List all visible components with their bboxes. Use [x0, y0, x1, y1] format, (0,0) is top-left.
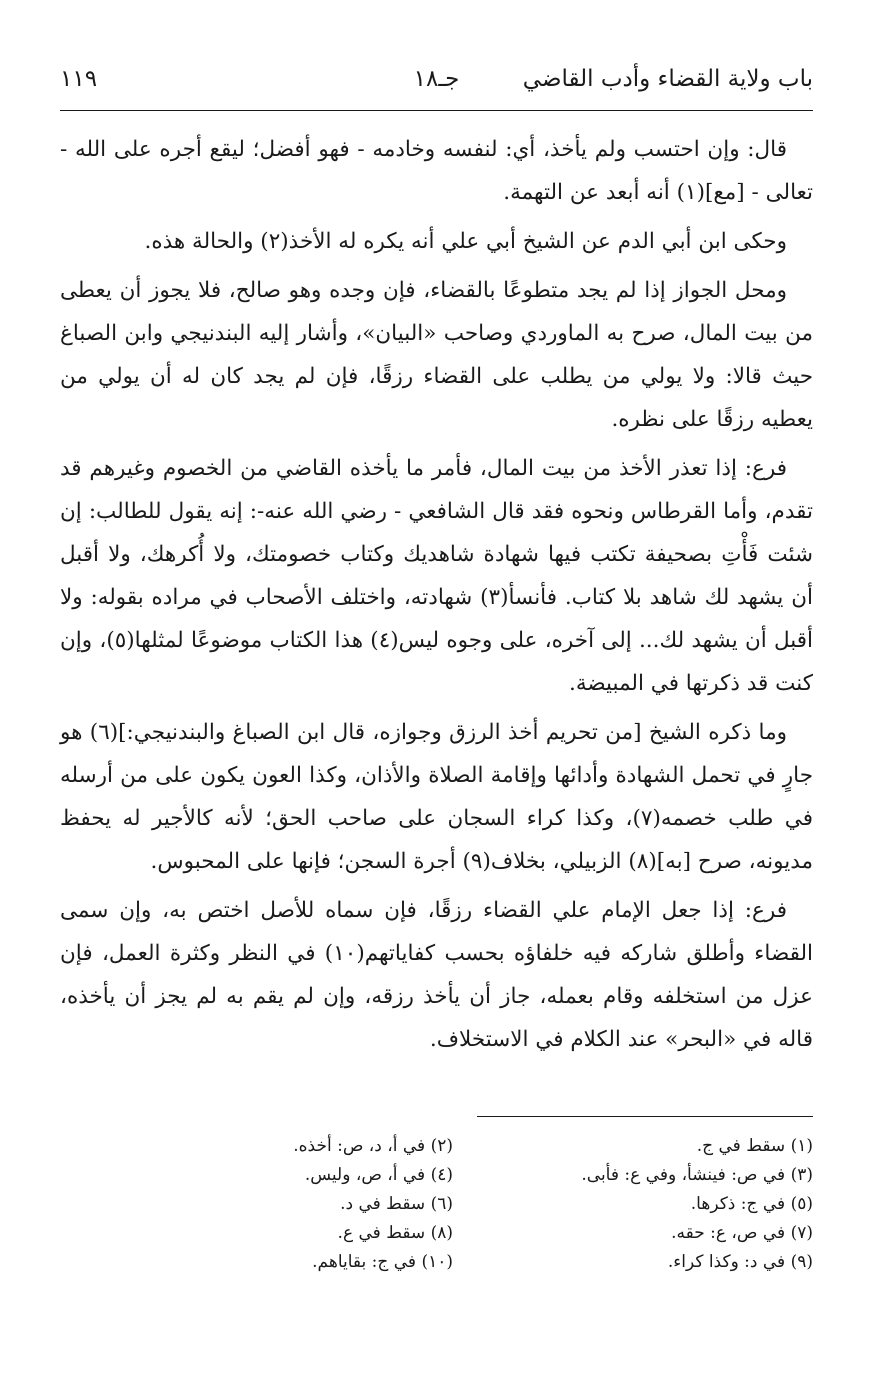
footnote-divider	[477, 1116, 813, 1117]
volume-label: جـ١٨	[413, 66, 460, 92]
footnote: (٤) في أ، ص، وليس.	[304, 1165, 453, 1185]
footnote: (٢) في أ، د، ص: أخذه.	[293, 1136, 453, 1156]
main-text	[60, 128, 813, 1067]
footnote: (٨) سقط في ع.	[337, 1223, 453, 1243]
footnote: (٣) في ص: فينشأ، وفي ع: فأبى.	[581, 1165, 813, 1185]
paragraph: وحكى ابن أبي الدم عن الشيخ أبي علي أنه يكره له الأخذ(٢) والحالة هذه.	[144, 229, 787, 254]
footnotes-column-right	[483, 1132, 813, 1277]
footnote: (٩) في د: وكذا كراء.	[667, 1252, 813, 1272]
paragraph: فرع: إذا جعل الإمام علي القضاء رزقًا، فإن سماه للأصل اختص به، وإن سمى القضاء وأطلق شاركه فيه خلفاؤه بحسب كفاياتهم(١٠) في النظر وكثرة العمل، فإن عزل من استخلفه وقام بعمله، جاز أن يأخذ رزقه، وإن لم يقم به لم يجز أن يأخذه، قاله في «البحر» عند الكلام في الاستخلاف.	[60, 898, 813, 1052]
footnote: (٦) سقط في د.	[340, 1194, 453, 1214]
header-divider	[60, 110, 813, 111]
footnote: (٧) في ص، ع: حقه.	[671, 1223, 813, 1243]
footnote: (١) سقط في ج.	[696, 1136, 813, 1156]
chapter-title: باب ولاية القضاء وأدب القاضي	[522, 66, 813, 92]
footnote: (٥) في ج: ذكرها.	[690, 1194, 813, 1214]
running-header	[60, 62, 813, 106]
page-number: ١١٩	[60, 66, 98, 92]
paragraph: قال: وإن احتسب ولم يأخذ، أي: لنفسه وخادمه - فهو أفضل؛ ليقع أجره على الله - تعالى - [مع](١) أنه أبعد عن التهمة.	[60, 137, 813, 205]
paragraph: فرع: إذا تعذر الأخذ من بيت المال، فأمر ما يأخذه القاضي من الخصوم وغيرهم قد تقدم، وأما القرطاس ونحوه فقد قال الشافعي - رضي الله عنه-: إنه يقول للطالب: إن شئت فَأْتِ بصحيفة تكتب فيها شهادة شاهديك وكتاب خصومتك، ولا أُكرهك، ولا أقبل أن يشهد لك شاهد بلا كتاب. فأنسأ(٣) شهادته، واختلف الأصحاب في مراده بقوله: ولا أقبل أن يشهد لك... إلى آخره، على وجوه ليس(٤) هذا الكتاب موضوعًا لمثلها(٥)، وإن كنت قد ذكرتها في المبيضة.	[60, 456, 813, 696]
footnote: (١٠) في ج: بقاياهم.	[312, 1252, 453, 1272]
paragraph: وما ذكره الشيخ [من تحريم أخذ الرزق وجوازه، قال ابن الصباغ والبندنيجي:](٦) هو جارٍ في تحمل الشهادة وأدائها وإقامة الصلاة والأذان، وكذا العون يكون على من أرسله في طلب خصمه(٧)، وكذا كراء السجان على صاحب الحق؛ لأنه كالأجير له يحفظ مديونه، صرح [به](٨) الزبيلي، بخلاف(٩) أجرة السجن؛ فإنها على المحبوس.	[60, 720, 813, 874]
footnotes-column-left	[123, 1132, 453, 1277]
paragraph: ومحل الجواز إذا لم يجد متطوعًا بالقضاء، فإن وجده وهو صالح، فلا يجوز أن يعطى من بيت المال، صرح به الماوردي وصاحب «البيان»، وأشار إليه البندنيجي وابن الصباغ حيث قالا: ولا يولي من يطلب على القضاء رزقًا، فإن لم يجد كان له أن يولي من يعطيه رزقًا على نظره.	[60, 278, 813, 432]
